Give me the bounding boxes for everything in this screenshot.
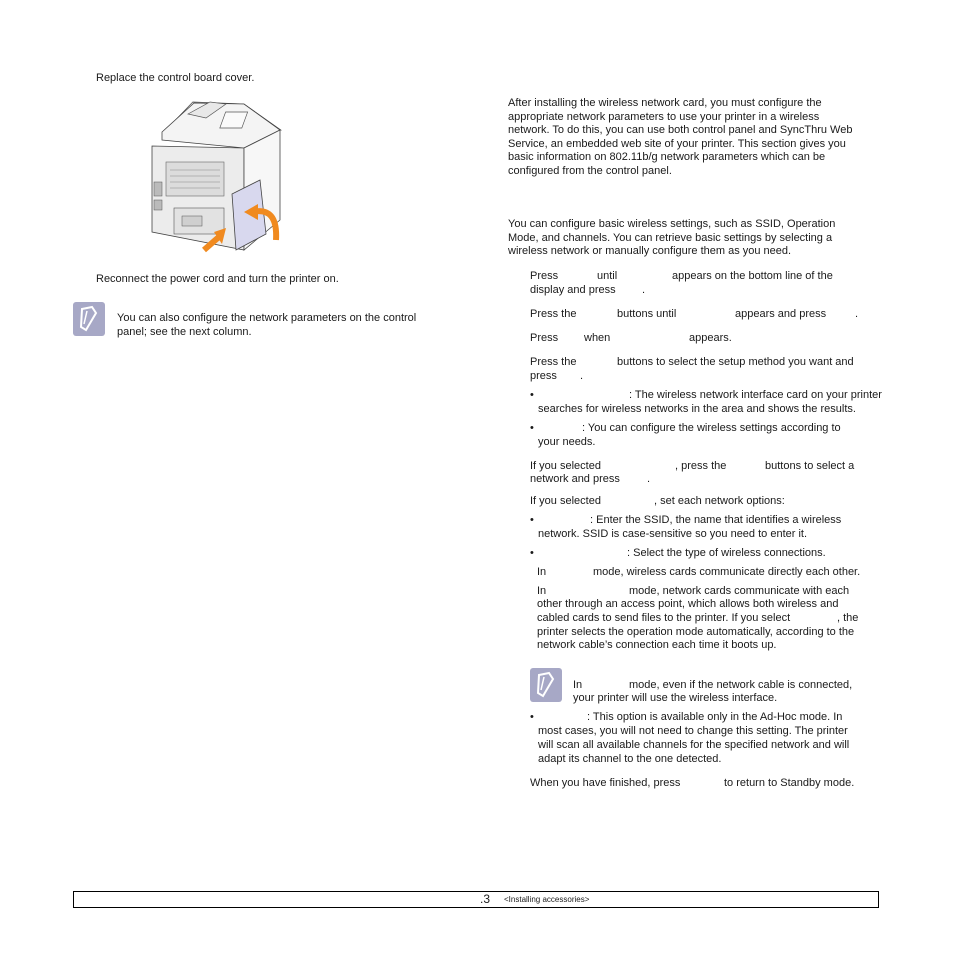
option-ssid-desc: network. SSID is case-sensitive so you need to enter it. [538,528,808,540]
mode-infrastructure-text: cabled cards to send files to the printer. If you select [537,612,791,624]
step7-text: to return to Standby mode. [724,777,855,789]
option-search-desc: searches for wireless networks in the area and shows the results. [538,403,856,415]
step3-text: appears. [689,332,732,344]
bullet: • [530,711,534,723]
paragraph-line: You can configure basic wireless settings, such as SSID, Operation [508,218,836,230]
bullet: • [530,389,534,401]
step2-text: Press the [530,308,577,320]
note-wireless-text: mode, even if the network cable is connected, [629,679,853,691]
step1-text: Press [530,270,559,282]
intro-line: appropriate network parameters to use your printer in a wireless [508,110,820,123]
step5-text: , press the [675,460,727,472]
step6-text: If you selected [530,495,601,507]
option-search-desc: : The wireless network interface card on your printer [629,389,882,401]
step1-text: appears on the bottom line of the [672,270,833,282]
printer-rear-image [148,100,282,256]
note-pencil-icon [530,668,562,702]
basic-settings-paragraph [508,218,835,259]
step1-text: . [642,284,646,296]
note-control-panel: You can also configure the network parameters on the control panel; see the next column. [117,312,417,338]
option-channel-desc: most cases, you will not need to change this setting. The printer [538,725,848,737]
note-pencil-icon [73,302,105,336]
step5-text: . [647,473,651,485]
note-wireless-text: your printer will use the wireless interface. [573,692,778,704]
step6-text: , set each network options: [654,495,785,507]
step2-text: buttons until [617,308,677,320]
step-reconnect-power: Reconnect the power cord and turn the printer on. [96,273,339,285]
step-replace-cover: Replace the control board cover. [96,72,255,84]
step4-text: Press the [530,356,577,368]
option-channel-desc: will scan all available channels for the specified network and will [538,739,850,751]
mode-infrastructure-text: network cable’s connection each time it boots up. [537,639,777,651]
bullet: • [530,514,534,526]
option-channel-desc: adapt its channel to the one detected. [538,753,722,765]
intro-paragraph [508,97,852,179]
mode-infrastructure-text: In [537,585,547,597]
footer-section: <Installing accessories> [504,895,590,904]
option-channel-desc: : This option is available only in the Ad-Hoc mode. In [587,711,843,723]
step3-text: Press [530,332,559,344]
mode-infrastructure-text: printer selects the operation mode automatically, according to the [537,626,855,638]
step5-text: network and press [530,473,620,485]
note-wireless-text: In [573,679,583,691]
bullet: • [530,422,534,434]
intro-line: network. To do this, you can use both control panel and SyncThru Web [508,124,853,137]
step4-text: press [530,370,557,382]
step5-text: buttons to select a [765,460,855,472]
printer-illustration [148,100,282,256]
intro-line: After installing the wireless network card, you must configure the [508,97,822,109]
step2-text: appears and press [735,308,827,320]
mode-infrastructure-text: , the [837,612,859,624]
step1-text: display and press [530,284,616,296]
step1-text: until [597,270,618,282]
page-footer [73,891,879,908]
intro-line: configured from the control panel. [508,164,672,177]
paragraph-line: wireless network or manually configure them as you need. [508,245,792,258]
intro-line: basic information on 802.11b/g network parameters which can be [508,151,826,164]
paragraph-line: Mode, and channels. You can retrieve basic settings by selecting a [508,231,833,244]
page-number: .3 [480,892,491,906]
step4-text: . [580,370,584,382]
step4-text: buttons to select the setup method you want and [617,356,854,368]
step2-text: . [855,308,859,320]
mode-infrastructure-text: mode, network cards communicate with each [629,585,850,597]
bullet: • [530,547,534,559]
step7-text: When you have finished, press [530,777,681,789]
option-custom-desc: your needs. [538,436,596,448]
mode-infrastructure-text: other through an access point, which allows both wireless and [537,598,839,610]
mode-adhoc-text: mode, wireless cards communicate directly each other. [593,566,861,578]
step3-text: when [584,332,611,344]
option-custom-desc: : You can configure the wireless settings according to [582,422,841,434]
option-operation-mode-desc: : Select the type of wireless connections. [627,547,826,559]
intro-line: Service, an embedded web site of your printer. This section gives you [508,137,846,150]
step5-text: If you selected [530,460,601,472]
option-ssid-desc: : Enter the SSID, the name that identifies a wireless [590,514,842,526]
mode-adhoc-text: In [537,566,547,578]
